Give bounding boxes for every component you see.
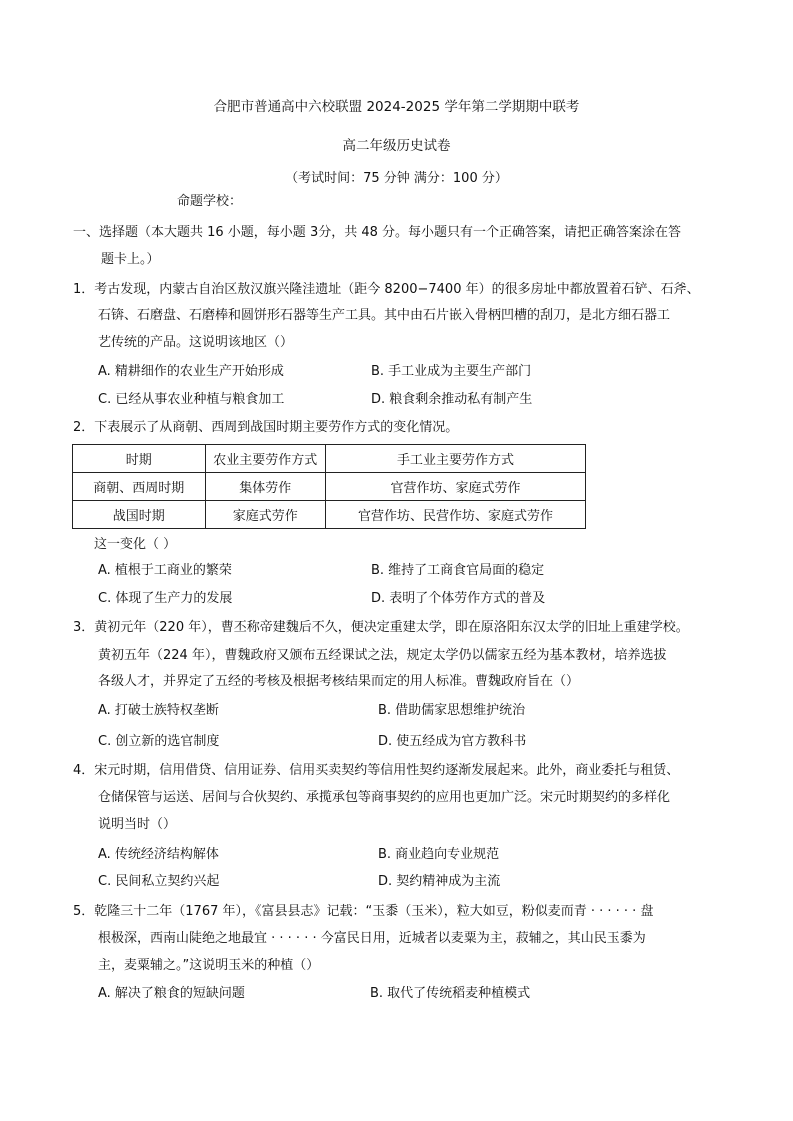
question-2-line: 2．下表展示了从商朝、西周到战国时期主要劳作方式的变化情况。	[73, 420, 459, 435]
question-2-option-a[interactable]: A. 植根于工商业的繁荣	[98, 563, 232, 578]
question-1-option-d[interactable]: D. 粮食剩余推动私有制产生	[371, 392, 533, 407]
table-header-cell: 时期	[73, 445, 206, 473]
section-heading-line2: 题卡上。）	[101, 252, 160, 267]
question-1-line: 1．考古发现，内蒙古自治区敖汉旗兴隆洼遗址（距今 8200−7400 年）的很多房址中都放置着石铲、石斧、	[73, 282, 700, 297]
question-4-line: 4．宋元时期，信用借贷、信用证券、信用买卖契约等信用性契约逐渐发展起来。此外，商业委托与租赁、	[73, 763, 680, 778]
question-4-line: 说明当时（）	[98, 817, 177, 832]
exam-subtitle: 高二年级历史试卷	[342, 138, 451, 154]
question-5-line: 主，麦粟辅之。”这说明玉米的种植（）	[98, 958, 320, 973]
question-3-option-a[interactable]: A. 打破士族特权垄断	[98, 703, 219, 718]
question-3-option-b[interactable]: B. 借助儒家思想维护统治	[378, 703, 526, 718]
question-2-option-d[interactable]: D. 表明了个体劳作方式的普及	[371, 591, 546, 606]
question-5-option-b[interactable]: B. 取代了传统稻麦种植模式	[370, 986, 531, 1001]
question-4-option-b[interactable]: B. 商业趋向专业规范	[378, 847, 500, 862]
exam-info: （考试时间：75 分钟 满分：100 分）	[285, 171, 508, 186]
question-2-option-b[interactable]: B. 维持了工商食官局面的稳定	[371, 563, 545, 578]
exam-title: 合肥市普通高中六校联盟 2024-2025 学年第二学期期中联考	[213, 99, 580, 115]
table-row	[73, 473, 586, 501]
question-1-option-a[interactable]: A. 精耕细作的农业生产开始形成	[98, 364, 284, 379]
table-cell: 战国时期	[73, 501, 206, 529]
question-1-line: 石锛、石磨盘、石磨棒和圆饼形石器等生产工具。其中由石片嵌入骨柄凹槽的刮刀，是北方细石器工	[98, 308, 671, 323]
table-header-row	[73, 445, 586, 473]
table-header-cell: 手工业主要劳作方式	[326, 445, 586, 473]
table-cell: 集体劳作	[205, 473, 326, 501]
table-cell: 商朝、西周时期	[73, 473, 206, 501]
question-4-line: 仓储保管与运送、居间与合伙契约、承揽承包等商事契约的应用也更加广泛。宋元时期契约的多样化	[98, 790, 671, 805]
school-label: 命题学校：	[177, 194, 243, 209]
table-cell: 家庭式劳作	[205, 501, 326, 529]
table-cell: 官营作坊、家庭式劳作	[326, 473, 586, 501]
question-4-option-d[interactable]: D. 契约精神成为主流	[378, 874, 501, 889]
question-5-line: 5．乾隆三十二年（1767 年），《富县县志》记载：“玉黍（玉米），粒大如豆，粉似麦而青 · · · · · · 盘	[73, 904, 654, 919]
labor-table	[72, 444, 586, 529]
question-3-line: 3．黄初元年（220 年），曹丕称帝建魏后不久，便决定重建太学，即在原洛阳东汉太学的旧址上重建学校。	[73, 620, 689, 635]
table-header-cell: 农业主要劳作方式	[205, 445, 326, 473]
question-4-option-c[interactable]: C. 民间私立契约兴起	[98, 874, 220, 889]
question-3-option-c[interactable]: C. 创立新的选官制度	[98, 734, 220, 749]
question-4-option-a[interactable]: A. 传统经济结构解体	[98, 847, 219, 862]
question-3-line: 黄初五年（224 年），曹魏政府又颁布五经课试之法，规定太学仍以儒家五经为基本教材，培养选拔	[98, 648, 667, 663]
question-5-option-a[interactable]: A. 解决了粮食的短缺问题	[98, 986, 245, 1001]
question-1-option-c[interactable]: C. 已经从事农业种植与粮食加工	[98, 392, 285, 407]
question-3-option-d[interactable]: D. 使五经成为官方教科书	[378, 734, 527, 749]
section-heading-line1: 一、选择题（本大题共 16 小题，每小题 3分，共 48 分。每小题只有一个正确答案，请把正确答案涂在答	[73, 225, 682, 240]
question-2-option-c[interactable]: C. 体现了生产力的发展	[98, 591, 233, 606]
question-5-line: 根极深，西南山陡绝之地最宜 · · · · · · 今富民日用，近城者以麦粟为主，菽辅之，其山民玉黍为	[98, 931, 646, 946]
question-3-line: 各级人才，并界定了五经的考核及根据考核结果而定的用人标准。曹魏政府旨在（）	[98, 674, 580, 689]
question-2-stem-end: 这一变化（ ）	[94, 537, 177, 552]
question-1-option-b[interactable]: B. 手工业成为主要生产部门	[371, 364, 532, 379]
table-row	[73, 501, 586, 529]
question-1-line: 艺传统的产品。这说明该地区（）	[98, 335, 294, 350]
table-cell: 官营作坊、民营作坊、家庭式劳作	[326, 501, 586, 529]
